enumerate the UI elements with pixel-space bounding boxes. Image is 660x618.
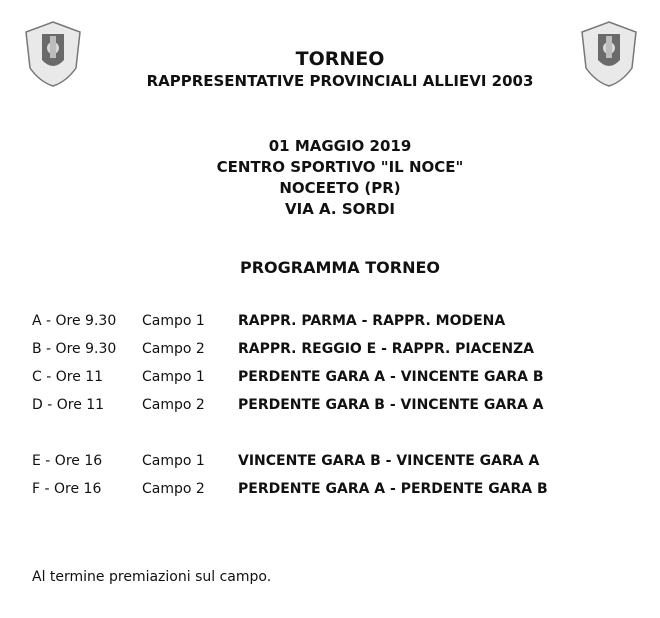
match-teams: PERDENTE GARA A - VINCENTE GARA B: [238, 369, 544, 385]
match-code-time: F - Ore 16: [32, 481, 102, 497]
schedule-row: [0, 341, 660, 361]
match-field: Campo 2: [142, 397, 205, 413]
match-field: Campo 2: [142, 341, 205, 357]
schedule-row: [0, 313, 660, 333]
document-subtitle: RAPPRESENTATIVE PROVINCIALI ALLIEVI 2003: [146, 72, 534, 90]
figc-logo-left: [20, 18, 86, 90]
program-title: PROGRAMMA TORNEO: [239, 258, 441, 277]
schedule-row: [0, 397, 660, 417]
match-teams: VINCENTE GARA B - VINCENTE GARA A: [238, 453, 540, 469]
match-teams: RAPPR. PARMA - RAPPR. MODENA: [238, 313, 506, 329]
event-address: VIA A. SORDI: [285, 200, 395, 218]
figc-logo-right: [576, 18, 642, 90]
match-field: Campo 1: [142, 369, 205, 385]
match-code-time: C - Ore 11: [32, 369, 104, 385]
match-code-time: A - Ore 9.30: [32, 313, 117, 329]
match-teams: PERDENTE GARA B - VINCENTE GARA A: [238, 397, 544, 413]
schedule-row: [0, 453, 660, 473]
event-info: [100, 136, 580, 220]
document-title: TORNEO: [295, 48, 385, 70]
match-field: Campo 1: [142, 453, 205, 469]
match-field: Campo 2: [142, 481, 205, 497]
footer-note: Al termine premiazioni sul campo.: [32, 569, 272, 585]
document-header: [100, 48, 580, 90]
event-city: NOCEETO (PR): [279, 179, 401, 197]
match-code-time: B - Ore 9.30: [32, 341, 117, 357]
event-date: 01 MAGGIO 2019: [268, 137, 412, 155]
match-field: Campo 1: [142, 313, 205, 329]
schedule-row: [0, 369, 660, 389]
schedule-row: [0, 481, 660, 501]
match-code-time: E - Ore 16: [32, 453, 103, 469]
event-venue: CENTRO SPORTIVO "IL NOCE": [216, 158, 464, 176]
match-code-time: D - Ore 11: [32, 397, 105, 413]
match-teams: PERDENTE GARA A - PERDENTE GARA B: [238, 481, 548, 497]
match-teams: RAPPR. REGGIO E - RAPPR. PIACENZA: [238, 341, 535, 357]
